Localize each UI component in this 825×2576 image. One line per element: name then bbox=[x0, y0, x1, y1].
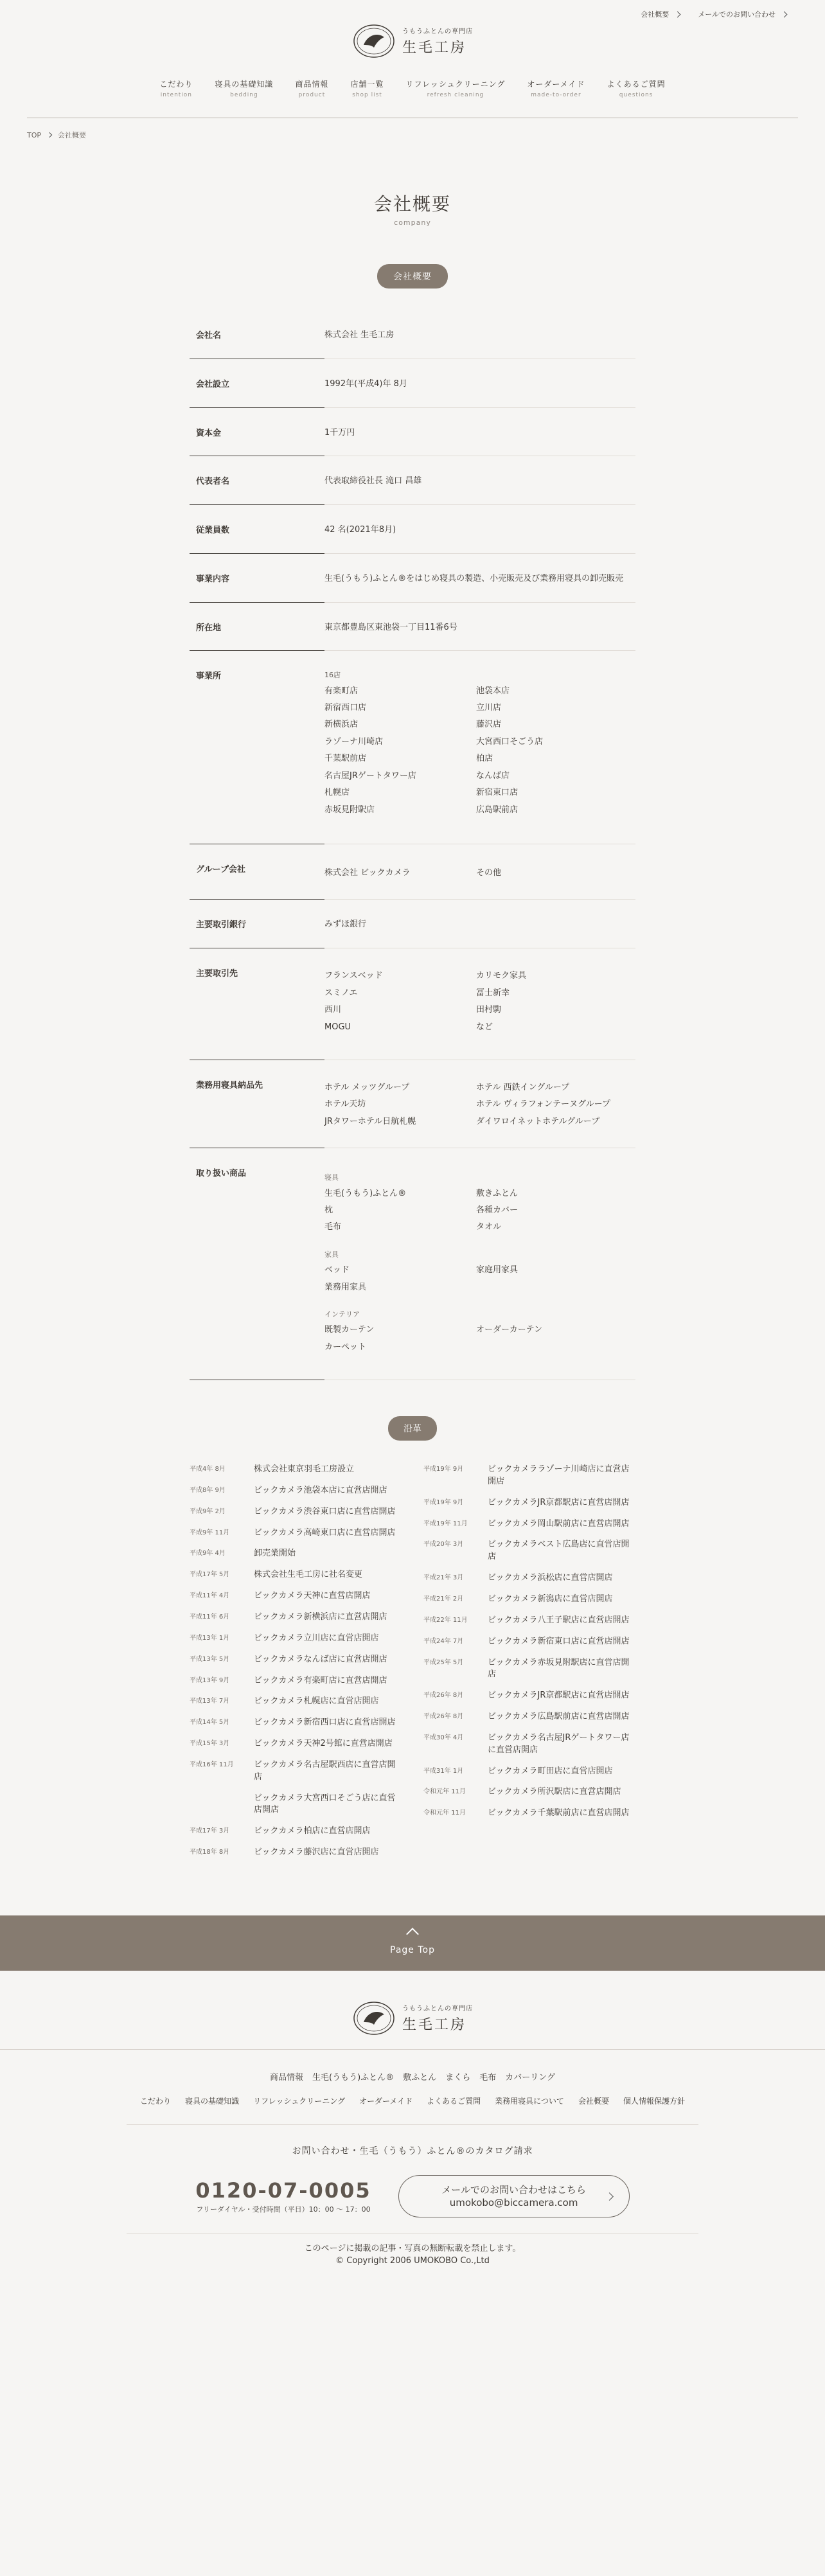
history-date: 平成16年 11月 bbox=[190, 1761, 234, 1768]
row-label: グループ会社 bbox=[190, 844, 324, 900]
history-event: ビックカメラJR京都駅店に直営店開店 bbox=[488, 1497, 630, 1507]
history-row bbox=[190, 1485, 402, 1497]
history-event: ビックカメラ札幌店に直営店開店 bbox=[254, 1696, 379, 1707]
history-date: 平成19年 9月 bbox=[423, 1466, 464, 1473]
phone-number: 0120-07-0005 bbox=[195, 2178, 371, 2203]
history-list bbox=[190, 1464, 635, 1868]
nav-sublabel: intention bbox=[160, 92, 193, 98]
partner-item: など bbox=[476, 1022, 493, 1032]
footer-link[interactable]: リフレッシュクリーニング bbox=[253, 2096, 345, 2106]
history-date: 平成19年 9月 bbox=[423, 1498, 464, 1506]
partner-item: 田村駒 bbox=[476, 1005, 502, 1015]
history-row bbox=[190, 1633, 402, 1645]
history-date: 平成19年 11月 bbox=[423, 1520, 468, 1527]
history-date: 平成17年 5月 bbox=[190, 1571, 230, 1579]
history-date: 平成26年 8月 bbox=[423, 1713, 464, 1721]
row-label: 所在地 bbox=[190, 603, 324, 652]
history-date: 平成26年 8月 bbox=[423, 1692, 464, 1700]
history-date: 平成15年 3月 bbox=[190, 1740, 230, 1748]
row-value: みずほ銀行 bbox=[324, 900, 635, 948]
mail-contact-button[interactable] bbox=[398, 2175, 630, 2217]
footer-divider bbox=[0, 2049, 825, 2050]
nav-item-intention[interactable] bbox=[159, 78, 193, 98]
history-event: ビックカメラ柏店に直営店開店 bbox=[254, 1826, 371, 1836]
page-top-button[interactable] bbox=[0, 1915, 825, 1971]
office-item: 新宿東口店 bbox=[476, 788, 519, 798]
nav-sublabel: refresh cleaning bbox=[427, 92, 484, 98]
footer-product-nav bbox=[0, 2070, 825, 2083]
history-event: ビックカメラ新宿東口店に直営店開店 bbox=[488, 1636, 630, 1646]
site-logo[interactable] bbox=[0, 23, 825, 59]
history-date: 平成31年 1月 bbox=[423, 1767, 464, 1775]
table-row-group bbox=[190, 844, 635, 900]
company-link[interactable] bbox=[641, 9, 680, 19]
footer-logo[interactable] bbox=[0, 2000, 825, 2036]
row-label: 会社設立 bbox=[190, 359, 324, 408]
history-row bbox=[423, 1539, 635, 1563]
row-value: 1千万円 bbox=[324, 408, 635, 457]
contact-link-label: メールでのお問い合わせ bbox=[698, 10, 776, 19]
row-label: 主要取引銀行 bbox=[190, 900, 324, 948]
office-item: 池袋本店 bbox=[476, 686, 510, 696]
history-date: 平成13年 7月 bbox=[190, 1698, 230, 1705]
history-row bbox=[190, 1590, 402, 1603]
history-row bbox=[423, 1636, 635, 1648]
row-label: 会社名 bbox=[190, 310, 324, 359]
product-item: 敷きふとん bbox=[476, 1188, 519, 1198]
table-row-hotels bbox=[190, 1060, 635, 1148]
hotel-item: ホテル天坊 bbox=[324, 1099, 366, 1110]
history-event: ビックカメラ八王子駅店に直営店開店 bbox=[488, 1615, 630, 1625]
history-event: ビックカメラ町田店に直営店開店 bbox=[488, 1766, 613, 1776]
row-label: 資本金 bbox=[190, 408, 324, 457]
table-row-partners bbox=[190, 948, 635, 1060]
logo-emblem-icon bbox=[352, 2000, 396, 2036]
history-event: ビックカメラ所沢駅店に直営店開店 bbox=[488, 1787, 621, 1797]
nav-label: よくあるご質問 bbox=[607, 80, 666, 89]
nav-label: 店舗一覧 bbox=[350, 80, 384, 89]
history-row bbox=[190, 1793, 402, 1817]
row-value: 株式会社 生毛工房 bbox=[324, 310, 635, 359]
phone-block[interactable] bbox=[195, 2178, 371, 2214]
products-subhead: 寝具 bbox=[324, 1173, 339, 1182]
section-badge-history: 沿革 bbox=[388, 1416, 437, 1441]
history-row bbox=[190, 1612, 402, 1624]
nav-item-refresh-cleaning[interactable] bbox=[405, 78, 505, 98]
history-event: 株式会社生毛工房に社名変更 bbox=[254, 1570, 363, 1580]
nav-sublabel: questions bbox=[619, 92, 653, 98]
history-event: ビックカメラ天神に直営店開店 bbox=[254, 1591, 371, 1601]
row-value: 42 名(2021年8月) bbox=[324, 505, 635, 554]
table-row bbox=[190, 359, 635, 408]
footer-link[interactable]: オーダーメイド bbox=[359, 2096, 413, 2106]
history-date: 平成21年 3月 bbox=[423, 1574, 464, 1582]
history-row bbox=[190, 1527, 402, 1540]
office-item: 札幌店 bbox=[324, 788, 350, 798]
products-subhead: インテリア bbox=[324, 1310, 360, 1319]
history-row bbox=[423, 1572, 635, 1585]
office-item: 新宿西口店 bbox=[324, 702, 367, 713]
history-column-left bbox=[190, 1464, 402, 1868]
history-date: 平成4年 8月 bbox=[190, 1466, 226, 1473]
history-date bbox=[190, 1793, 254, 1817]
history-row bbox=[190, 1654, 402, 1666]
nav-item-bedding[interactable] bbox=[215, 78, 273, 98]
history-date: 平成22年 11月 bbox=[423, 1616, 468, 1624]
hotel-item: ホテル ヴィラフォンテーヌグループ bbox=[476, 1099, 611, 1110]
footer-link[interactable]: 敷ふとん bbox=[403, 2072, 437, 2083]
chevron-right-icon bbox=[781, 11, 788, 17]
contact-link[interactable] bbox=[698, 9, 786, 19]
history-row bbox=[190, 1696, 402, 1708]
history-date: 平成17年 3月 bbox=[190, 1827, 230, 1835]
history-event: ビックカメラ浜松店に直営店開店 bbox=[488, 1573, 613, 1583]
nav-label: こだわり bbox=[159, 80, 193, 89]
offices-count: 16店 bbox=[324, 671, 341, 680]
office-item: 大宮西口そごう店 bbox=[476, 736, 544, 747]
chevron-right-icon bbox=[605, 2192, 614, 2201]
row-value: 代表取締役社長 滝口 昌雄 bbox=[324, 456, 635, 505]
history-event: ビックカメラ池袋本店に直営店開店 bbox=[254, 1485, 387, 1495]
product-item: オーダーカーテン bbox=[476, 1325, 543, 1335]
footer-link[interactable]: 会社概要 bbox=[578, 2096, 609, 2106]
history-event: ビックカメラ有楽町店に直営店開店 bbox=[254, 1675, 387, 1685]
copyright-notice: このページに掲載の記事・写真の無断転載を禁止します。 bbox=[304, 2243, 521, 2253]
history-date: 平成13年 9月 bbox=[190, 1676, 230, 1684]
row-label: 代表者名 bbox=[190, 456, 324, 505]
history-event: 株式会社東京羽毛工房設立 bbox=[254, 1464, 355, 1475]
partner-item: スミノエ bbox=[324, 988, 358, 998]
history-row bbox=[423, 1497, 635, 1509]
partner-item: フランスベッド bbox=[324, 971, 383, 981]
history-event: ビックカメラ立川店に直営店開店 bbox=[254, 1633, 379, 1643]
table-row bbox=[190, 603, 635, 652]
table-row-offices bbox=[190, 651, 635, 844]
office-item: 立川店 bbox=[476, 702, 502, 713]
footer-link[interactable]: よくあるご質問 bbox=[427, 2096, 481, 2106]
chevron-right-icon bbox=[47, 132, 52, 138]
history-date: 令和元年 11月 bbox=[423, 1809, 466, 1817]
page-title bbox=[0, 190, 825, 227]
history-event: ビックカメラベスト広島店に直営店開店 bbox=[488, 1540, 630, 1562]
history-date: 平成13年 5月 bbox=[190, 1655, 230, 1663]
history-row bbox=[423, 1690, 635, 1702]
history-event: ビックカメラ藤沢店に直営店開店 bbox=[254, 1847, 379, 1858]
hotel-item: JRタワーホテル日航札幌 bbox=[324, 1116, 416, 1126]
table-row bbox=[190, 408, 635, 457]
history-row bbox=[190, 1506, 402, 1518]
offices-list bbox=[324, 684, 635, 817]
nav-sublabel: product bbox=[298, 92, 326, 98]
nav-item-questions[interactable] bbox=[607, 78, 666, 98]
office-item: 有楽町店 bbox=[324, 686, 359, 696]
partner-item: 冨士新幸 bbox=[476, 988, 510, 998]
history-event: ビックカメラ渋谷東口店に直営店開店 bbox=[254, 1506, 396, 1516]
table-row bbox=[190, 554, 635, 603]
table-row bbox=[190, 310, 635, 359]
history-date: 平成11年 4月 bbox=[190, 1592, 230, 1600]
nav-sublabel: bedding bbox=[230, 92, 258, 98]
history-date: 平成9年 2月 bbox=[190, 1507, 226, 1515]
row-label: 取り扱い商品 bbox=[190, 1148, 324, 1380]
product-item: タオル bbox=[476, 1222, 502, 1232]
logo-tagline: うもうふとんの専門店 bbox=[402, 2005, 473, 2012]
history-event: ビックカメラ高崎東口店に直営店開店 bbox=[254, 1527, 396, 1538]
breadcrumb-top-link[interactable]: TOP bbox=[27, 130, 42, 139]
page-subtitle: company bbox=[394, 218, 431, 227]
history-date: 平成9年 4月 bbox=[190, 1550, 226, 1558]
history-date: 平成21年 2月 bbox=[423, 1595, 464, 1603]
history-date: 平成9年 11月 bbox=[190, 1529, 230, 1536]
history-date: 平成20年 3月 bbox=[423, 1541, 464, 1549]
nav-item-product[interactable] bbox=[295, 78, 328, 98]
history-date: 平成30年 4月 bbox=[423, 1734, 464, 1741]
nav-item-shop-list[interactable] bbox=[350, 78, 384, 98]
history-row bbox=[423, 1732, 635, 1757]
nav-label: オーダーメイド bbox=[527, 80, 585, 89]
history-row bbox=[423, 1711, 635, 1723]
history-date: 平成13年 1月 bbox=[190, 1634, 230, 1642]
history-date: 平成11年 6月 bbox=[190, 1613, 230, 1621]
product-item: 家庭用家具 bbox=[476, 1265, 519, 1275]
office-item: ラゾーナ川崎店 bbox=[324, 736, 384, 747]
logo-name: 生毛工房 bbox=[402, 40, 467, 56]
footer-link[interactable]: まくら bbox=[445, 2072, 471, 2083]
phone-note: フリーダイヤル・受付時間（平日）10：00 〜 17：00 bbox=[196, 2205, 371, 2214]
table-row-products bbox=[190, 1148, 635, 1380]
history-row bbox=[423, 1615, 635, 1627]
hotel-item: ホテル 西鉄イングループ bbox=[476, 1082, 570, 1092]
history-event: 卸売業開始 bbox=[254, 1549, 296, 1559]
history-row bbox=[190, 1825, 402, 1838]
history-row bbox=[190, 1675, 402, 1687]
history-row bbox=[423, 1594, 635, 1606]
history-event: ビックカメラJR京都駅店に直営店開店 bbox=[488, 1691, 630, 1701]
footer-link[interactable]: 商品情報 bbox=[270, 2072, 304, 2083]
history-event: ビックカメラ新横浜店に直営店開店 bbox=[254, 1612, 387, 1622]
footer-link[interactable]: カバーリング bbox=[505, 2072, 555, 2083]
history-event: ビックカメラ赤坂見附駅店に直営店開店 bbox=[488, 1657, 630, 1680]
history-event: ビックカメラなんば店に直営店開店 bbox=[254, 1654, 387, 1664]
nav-label: 寝具の基礎知識 bbox=[215, 80, 274, 89]
copyright: © Copyright 2006 UMOKOBO Co.,Ltd bbox=[335, 2256, 490, 2266]
row-label: 事業内容 bbox=[190, 554, 324, 603]
company-table bbox=[190, 310, 635, 1380]
footer-link[interactable]: 業務用寝具について bbox=[495, 2096, 564, 2106]
legal-block bbox=[0, 2243, 825, 2268]
history-event: ビックカメラ天神2号館に直営店開店 bbox=[254, 1739, 393, 1749]
history-event: ビックカメラ名古屋駅西店に直営店開店 bbox=[254, 1759, 396, 1782]
product-item: カーペット bbox=[324, 1342, 367, 1352]
office-item: 柏店 bbox=[476, 754, 493, 764]
office-item: 藤沢店 bbox=[476, 720, 502, 730]
history-row bbox=[423, 1464, 635, 1488]
product-item: 毛布 bbox=[324, 1222, 342, 1232]
history-event: ビックカメラ新宿西口店に直営店開店 bbox=[254, 1718, 396, 1728]
partner-item: カリモク家具 bbox=[476, 971, 527, 981]
history-row bbox=[423, 1786, 635, 1799]
row-label: 従業員数 bbox=[190, 505, 324, 554]
history-row bbox=[190, 1548, 402, 1560]
global-nav bbox=[0, 78, 825, 98]
nav-item-made-to-order[interactable] bbox=[527, 78, 585, 98]
logo-name: 生毛工房 bbox=[402, 2016, 467, 2033]
row-value: 生毛(うもう)ふとん®をはじめ寝具の製造、小売販売及び業務用寝具の卸売販売 bbox=[324, 554, 635, 603]
office-item: なんば店 bbox=[476, 770, 510, 781]
page-title-text: 会社概要 bbox=[373, 193, 451, 215]
history-event: ビックカメララゾーナ川崎店に直営店開店 bbox=[488, 1464, 630, 1486]
logo-emblem-icon bbox=[352, 23, 396, 59]
footer-divider bbox=[127, 2124, 698, 2125]
row-label: 事業所 bbox=[190, 651, 324, 844]
mail-address: umokobo@biccamera.com bbox=[449, 2196, 578, 2208]
history-row bbox=[423, 1518, 635, 1531]
breadcrumb bbox=[0, 118, 825, 152]
history-row bbox=[423, 1808, 635, 1820]
product-item: ベッド bbox=[324, 1265, 350, 1275]
products-subhead: 家具 bbox=[324, 1250, 339, 1259]
history-row bbox=[190, 1464, 402, 1476]
group-company-item: その他 bbox=[476, 868, 502, 878]
partner-item: 西川 bbox=[324, 1005, 342, 1015]
utility-nav bbox=[0, 0, 825, 19]
history-row bbox=[423, 1766, 635, 1778]
footer-link[interactable]: 生毛(うもう)ふとん® bbox=[312, 2072, 395, 2083]
nav-label: 商品情報 bbox=[295, 80, 329, 89]
footer-link[interactable]: 毛布 bbox=[479, 2072, 497, 2083]
history-event: ビックカメラ名古屋JRゲートタワー店に直営店開店 bbox=[488, 1732, 630, 1755]
footer-divider bbox=[127, 2233, 698, 2234]
office-item: 赤坂見附駅店 bbox=[324, 804, 375, 815]
product-item: 業務用家具 bbox=[324, 1282, 367, 1292]
product-item: 各種カバー bbox=[476, 1205, 519, 1215]
breadcrumb-current: 会社概要 bbox=[58, 131, 87, 139]
history-date: 平成18年 8月 bbox=[190, 1849, 230, 1856]
product-item: 既製カーテン bbox=[324, 1325, 375, 1335]
history-row bbox=[190, 1759, 402, 1784]
nav-label: リフレッシュクリーニング bbox=[405, 80, 506, 89]
history-column-right bbox=[423, 1464, 635, 1868]
partner-item: MOGU bbox=[324, 1022, 351, 1032]
history-date: 平成25年 5月 bbox=[423, 1658, 464, 1666]
history-row bbox=[190, 1717, 402, 1729]
history-event: ビックカメラ新潟店に直営店開店 bbox=[488, 1594, 613, 1604]
office-item: 新横浜店 bbox=[324, 720, 359, 730]
history-date: 平成14年 5月 bbox=[190, 1719, 230, 1727]
nav-sublabel: shop list bbox=[352, 92, 382, 98]
row-label: 業務用寝具納品先 bbox=[190, 1060, 324, 1148]
history-date: 平成8年 9月 bbox=[190, 1486, 226, 1494]
history-event: ビックカメラ岡山駅前店に直営店開店 bbox=[488, 1518, 630, 1529]
section-badge-company: 会社概要 bbox=[377, 264, 448, 289]
mail-button-label: メールでのお問い合わせはこちら bbox=[441, 2183, 586, 2196]
history-event: ビックカメラ千葉駅前店に直営店開店 bbox=[488, 1808, 630, 1818]
footer-link[interactable]: こだわり bbox=[140, 2096, 172, 2106]
table-row bbox=[190, 900, 635, 948]
arrow-up-icon bbox=[406, 1928, 419, 1941]
office-item: 名古屋JRゲートタワー店 bbox=[324, 770, 416, 781]
row-value: 1992年(平成4)年 8月 bbox=[324, 359, 635, 408]
history-row bbox=[190, 1738, 402, 1750]
footer-site-nav bbox=[0, 2095, 825, 2106]
group-company-item: 株式会社 ビックカメラ bbox=[324, 868, 411, 878]
office-item: 広島駅前店 bbox=[476, 804, 519, 815]
history-row bbox=[190, 1569, 402, 1581]
hotel-item: ダイワロイネットホテルグループ bbox=[476, 1116, 600, 1126]
contact-title: お問い合わせ・生毛（うもう）ふとん®のカタログ請求 bbox=[292, 2145, 533, 2156]
history-event: ビックカメラ広島駅前店に直営店開店 bbox=[488, 1712, 630, 1722]
hotel-item: ホテル メッツグループ bbox=[324, 1082, 410, 1092]
history-row bbox=[423, 1657, 635, 1682]
office-item: 千葉駅前店 bbox=[324, 754, 367, 764]
table-row bbox=[190, 505, 635, 554]
footer-link[interactable]: 寝具の基礎知識 bbox=[185, 2096, 240, 2106]
footer-link[interactable]: 個人情報保護方針 bbox=[623, 2096, 685, 2106]
product-item: 枕 bbox=[324, 1205, 333, 1215]
history-date: 平成24年 7月 bbox=[423, 1637, 464, 1645]
company-link-label: 会社概要 bbox=[641, 10, 670, 19]
row-label: 主要取引先 bbox=[190, 948, 324, 1060]
history-row bbox=[190, 1847, 402, 1859]
history-date: 令和元年 11月 bbox=[423, 1788, 466, 1796]
row-value: 東京都豊島区東池袋一丁目11番6号 bbox=[324, 603, 635, 652]
page-top-label: Page Top bbox=[390, 1944, 435, 1955]
chevron-right-icon bbox=[675, 11, 681, 17]
table-row bbox=[190, 456, 635, 505]
contact-block bbox=[0, 2175, 825, 2217]
history-event: ビックカメラ大宮西口そごう店に直営店開店 bbox=[254, 1793, 396, 1815]
nav-sublabel: made-to-order bbox=[531, 92, 581, 98]
product-item: 生毛(うもう)ふとん® bbox=[324, 1188, 407, 1198]
logo-tagline: うもうふとんの専門店 bbox=[402, 28, 473, 35]
